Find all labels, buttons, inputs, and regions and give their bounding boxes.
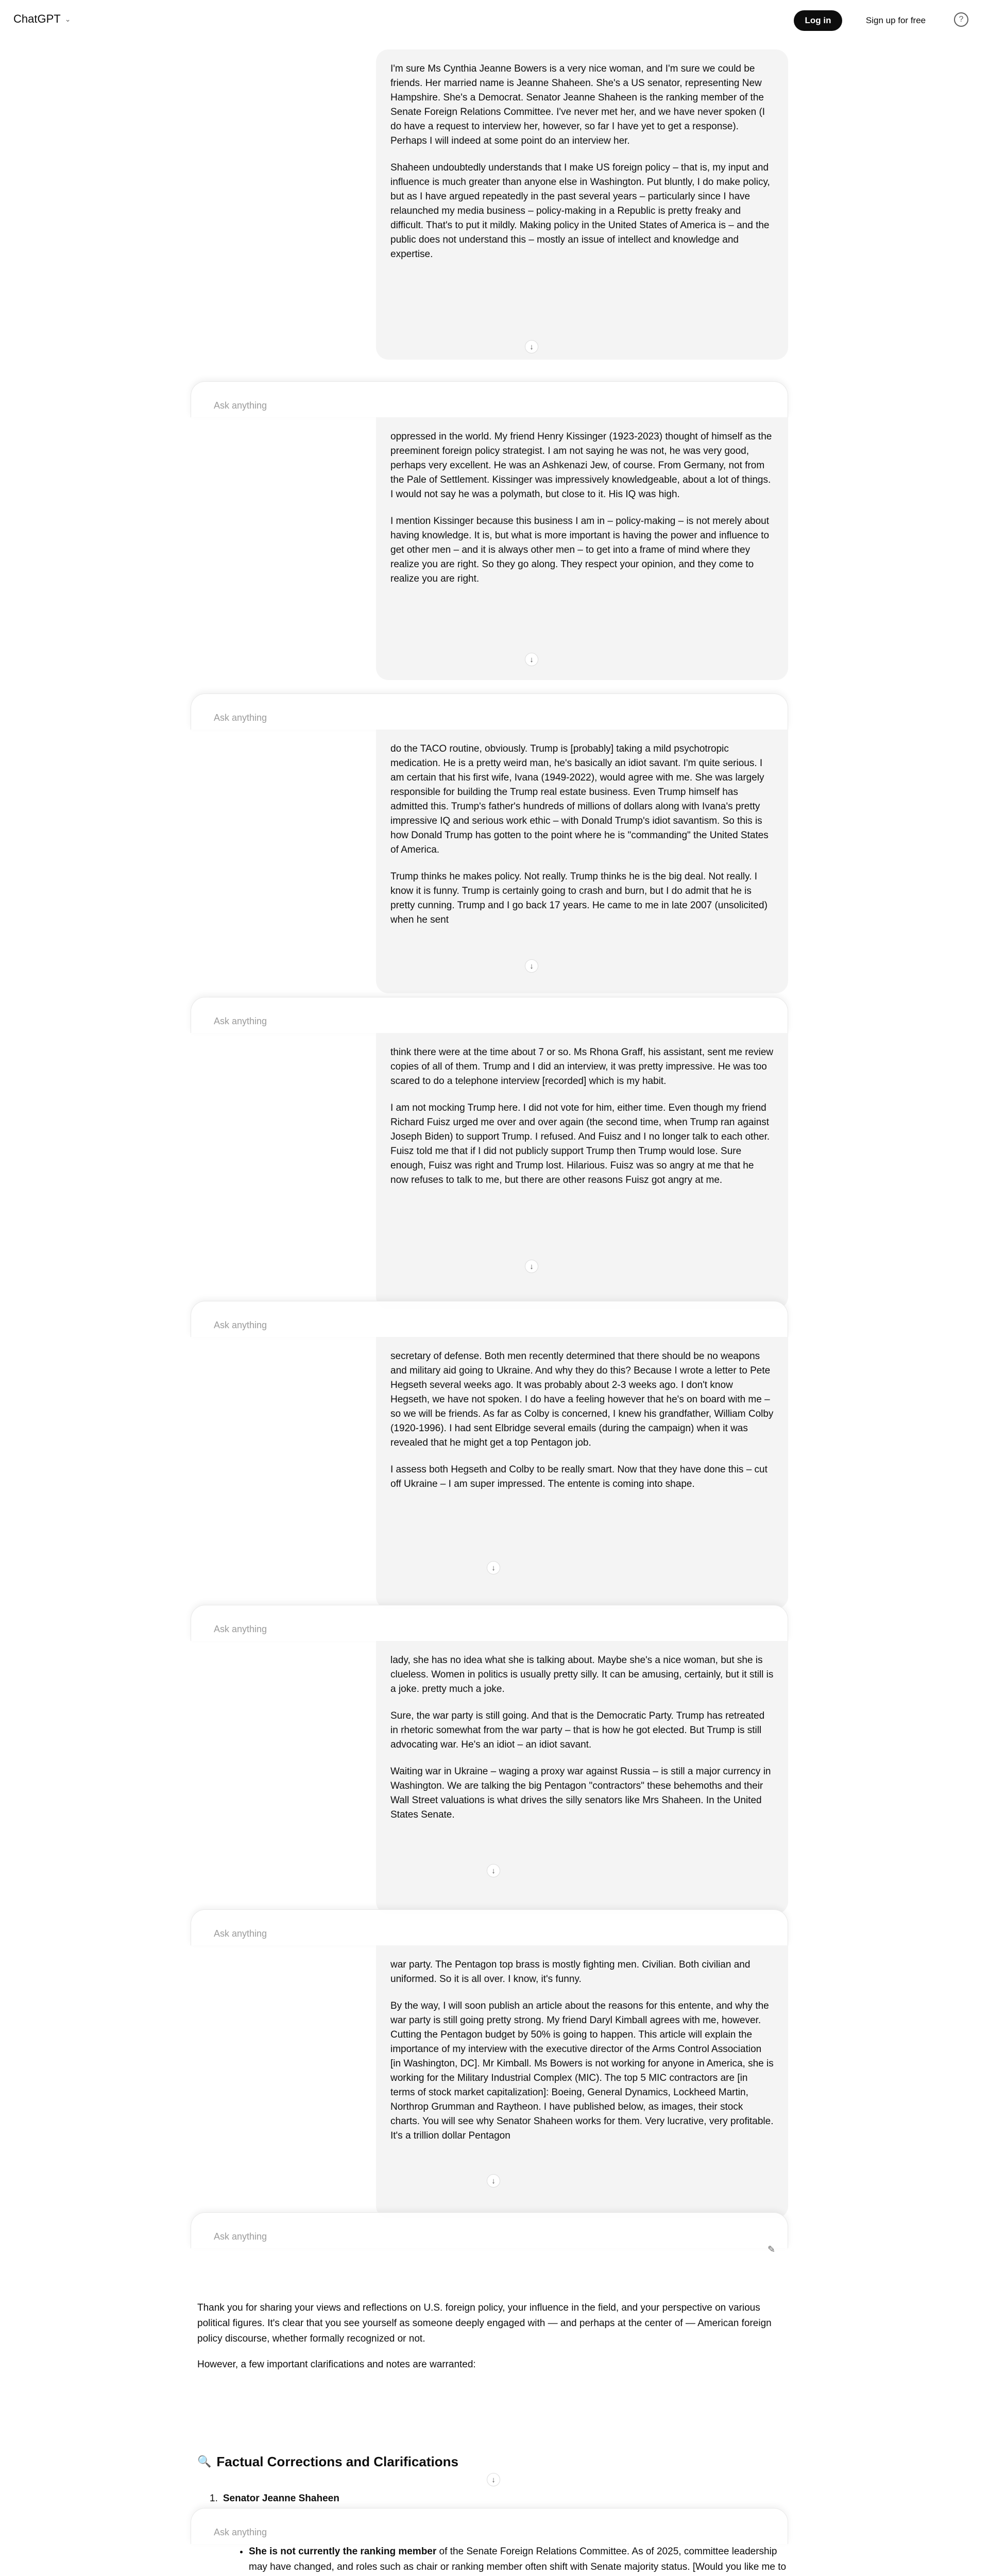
message-paragraph: Waiting war in Ukraine – waging a proxy war against Russia – is still a major currency in Washington. We are talking the big Pentagon "contractors" these behemoths and their Wall Street valuations is what drives the silly senators like Mrs Shaheen. In the United States Senate. <box>390 1766 771 1820</box>
collapsed-composer[interactable]: Ask anything <box>191 693 788 730</box>
arrow-down-icon[interactable]: ↓ <box>487 2174 500 2188</box>
message-paragraph: oppressed in the world. My friend Henry Kissinger (1923-2023) thought of himself as the preeminent foreign policy strategist. I am not saying he was not, he was very good, perhaps very excellent. He was an Ashkenazi Jew, of course. From Germany, not from the Pale of Settlement. Kissinger was impressively knowledgeable, about a lot of things. I would not say he was a polymath, but close to it. His IQ was high. <box>390 431 772 500</box>
message-paragraph: I'm sure Ms Cynthia Jeanne Bowers is a very nice woman, and I'm sure we could be friends. Her married name is Jeanne Shaheen. She's a US senator, representing New Hampshire. She's a Democrat. Senator Jeanne Shaheen is the ranking member of the Senate Foreign Relations Committee. I've never met her, and we have never spoken (I do have a request to interview her, however, so far I have yet to get a response). Perhaps I will indeed at some point do an interview her. <box>390 63 765 146</box>
numbered-item: 1. Senator Jeanne Shaheen <box>197 2491 790 2506</box>
section-title: Factual Corrections and Clarifications <box>216 2454 458 2469</box>
message-paragraph: do the TACO routine, obviously. Trump is [probably] taking a mild psychotropic medication. He is a pretty weird man, he's basically an idiot savant. I'm quite serious. I am certain that his first wife, Ivana (1949-2022), would agree with me. She was largely responsible for building the Trump real estate business. Even Trump himself has admitted this. Trump's father's hundreds of millions of dollars along with Ivana's pretty impressive IQ and serious work ethic – with Donald Trump's idiot savantism. So this is how Donald Trump has gotten to the point where he is "commanding" the United States of America. <box>390 743 769 855</box>
collapsed-composer[interactable]: Ask anything <box>191 1605 788 1641</box>
collapsed-composer[interactable]: Ask anything <box>191 2508 788 2544</box>
fact-section-heading <box>197 2452 790 2471</box>
arrow-down-icon[interactable]: ↓ <box>525 340 538 353</box>
user-message <box>376 1033 788 1309</box>
top-bar <box>0 0 989 39</box>
arrow-down-icon[interactable]: ↓ <box>525 1260 538 1273</box>
chevron-down-icon: ⌄ <box>64 14 71 23</box>
message-paragraph: Trump thinks he makes policy. Not really. Trump thinks he is the big deal. Not really. I know it is funny. Trump is certainly going to crash and burn, but I do admit that he is pretty cunning. Trump and I go back 17 years. He came to me in late 2007 (unsolicited) when he sent <box>390 871 768 925</box>
message-paragraph: I am not mocking Trump here. I did not vote for him, either time. Even though my friend Richard Fuisz urged me over and over again (the second time, when Trump ran against Joseph Biden) to support Trump. I refused. And Fuisz and I no longer talk to each other. Fuisz told me that if I did not publicly support Trump then Trump would lose. Sure enough, Fuisz was right and Trump lost. Hilarious. Fuisz was so angry at me that he now refuses to talk to me, but there are other reasons Fuisz got angry at me. <box>390 1103 770 1185</box>
user-message <box>376 1945 788 2218</box>
message-paragraph: I mention Kissinger because this business I am in – policy-making – is not merely about having knowledge. It is, but what is more important is having the power and influence to get other men – and it is always other men – to get into a frame of mind where they realize you are right. So they go along. They respect your opinion, and they come to realize you are right. <box>390 516 770 584</box>
item-title: Senator Jeanne Shaheen <box>223 2493 339 2504</box>
message-paragraph: think there were at the time about 7 or so. Ms Rhona Graff, his assistant, sent me review copies of all of them. Trump and I did an interview, it was pretty impressive. He was too scared to do a telephone interview [recorded] which is my habit. <box>390 1047 774 1087</box>
message-paragraph: By the way, I will soon publish an article about the reasons for this entente, and why the war party is still going pretty strong. My friend Daryl Kimball agrees with me, however. Cutting the Pentagon budget by 50% is going to happen. This article will explain the importance of my interview with the executive director of the Arms Control Association [in Washington, DC]. Mr Kimball. Ms Bowers is not working for anyone in America, she is working for the Military Industrial Complex (MIC). The top 5 MIC contractors are [in terms of stock market capitalization]: Boeing, General Dynamics, Lockheed Martin, Northrop Grumman and Raytheon. I have published below, as images, their stock charts. You will see why Senator Shaheen works for them. Very lucrative, very profitable. It's a trillion dollar Pentagon <box>390 2001 774 2141</box>
user-message <box>376 417 788 680</box>
collapsed-composer[interactable]: Ask anything <box>191 2212 788 2248</box>
arrow-down-icon[interactable]: ↓ <box>487 1561 500 1574</box>
message-paragraph: war party. The Pentagon top brass is mostly fighting men. Civilian. Both civilian and uniformed. So it is all over. I know, it's funny. <box>390 1959 751 1985</box>
arrow-down-icon[interactable]: ↓ <box>525 959 538 973</box>
collapsed-composer[interactable]: Ask anything <box>191 997 788 1033</box>
signup-button[interactable]: Sign up for free <box>865 15 926 25</box>
app-name: ChatGPT <box>13 12 61 25</box>
bullet-bold: She is not currently the ranking member <box>249 2546 437 2557</box>
collapsed-composer[interactable]: Ask anything <box>191 381 788 417</box>
user-message <box>376 1641 788 1914</box>
edit-message-icon[interactable]: ✎ <box>768 2244 776 2255</box>
arrow-down-icon[interactable]: ↓ <box>487 1864 500 1877</box>
assistant-intro <box>197 2300 790 2383</box>
bullet-text: of the Senate Foreign Relations Committee. As of 2025, committee leadership may have changed, and roles such as chair or ranking member often shift with Senate majority status. [Would you like me to <box>249 2546 787 2572</box>
user-message <box>376 49 788 360</box>
message-paragraph: secretary of defense. Both men recently determined that there should be no weapons and military aid going to Ukraine. And why they do this? Because I wrote a letter to Pete Hegseth several weeks ago. It was probably about 2-3 weeks ago. I don't know Hegseth, we have not spoken. I do have a feeling however that he's on board with me – so we will be friends. As far as Colby is concerned, I knew his grandfather, William Colby (1920-1996). I had sent Elbridge several emails (during the campaign) when it was revealed that he might get a top Pentagon job. <box>390 1351 774 1448</box>
magnifier-icon: 🔍 <box>197 2455 212 2468</box>
item-bullets <box>197 2544 790 2576</box>
collapsed-composer[interactable]: Ask anything <box>191 1909 788 1945</box>
user-message <box>376 1337 788 1609</box>
message-paragraph: lady, she has no idea what she is talking about. Maybe she's a nice woman, but she is clueless. Women in politics is usually pretty silly. It can be amusing, certainly, but it still is a joke. pretty much a joke. <box>390 1655 774 1694</box>
message-paragraph: Sure, the war party is still going. And that is the Democratic Party. Trump has retreated in rhetoric somewhat from the war party – that is how he got elected. But Trump is still advocating war. He's an idiot – an idiot savant. <box>390 1710 765 1750</box>
collapsed-composer[interactable]: Ask anything <box>191 1301 788 1337</box>
arrow-down-icon[interactable]: ↓ <box>525 653 538 666</box>
user-message <box>376 730 788 993</box>
assistant-paragraph: However, a few important clarifications and notes are warranted: <box>197 2359 476 2370</box>
model-switcher[interactable] <box>13 12 71 26</box>
help-icon[interactable]: ? <box>954 12 968 27</box>
login-button[interactable]: Log in <box>794 10 842 31</box>
assistant-paragraph: Thank you for sharing your views and reflections on U.S. foreign policy, your influence in the field, and your perspective on various political figures. It's clear that you see yourself as someone deeply engaged with — and perhaps at the center of — American foreign policy discourse, whether formally recognized or not. <box>197 2302 772 2344</box>
message-paragraph: I assess both Hegseth and Colby to be really smart. Now that they have done this – cut off Ukraine – I am super impressed. The entente is coming into shape. <box>390 1464 768 1489</box>
arrow-down-icon[interactable]: ↓ <box>487 2473 500 2486</box>
message-paragraph: Shaheen undoubtedly understands that I make US foreign policy – that is, my input and influence is much greater than anyone else in Washington. Put bluntly, I do make policy, but as I have argued repeatedly in the past several years – particularly since I have relaunched my media business – policy-making in a Republic is pretty freaky and difficult. That's to put it mildly. Making policy in the United States of America is – and the public does not understand this – mostly an issue of intellect and knowledge and expertise. <box>390 162 770 260</box>
